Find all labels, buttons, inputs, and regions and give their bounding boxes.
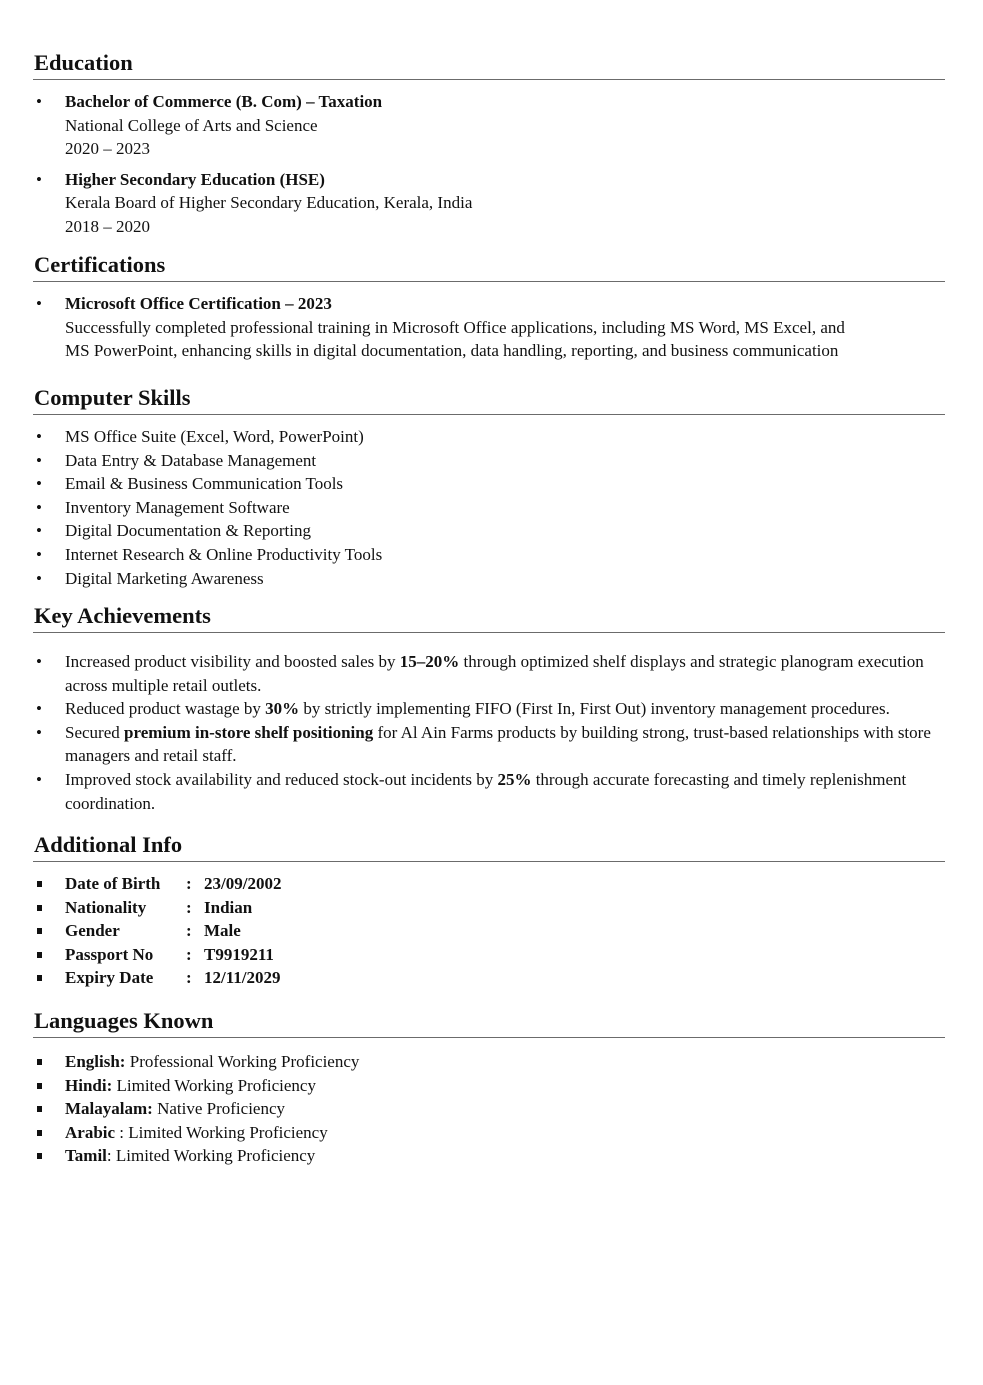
section-heading: Computer Skills: [34, 385, 191, 410]
skill-text: Digital Documentation & Reporting: [65, 521, 311, 541]
institution: National College of Arts and Science: [65, 115, 318, 135]
info-value: 12/11/2029: [204, 968, 281, 988]
info-value: Indian: [204, 897, 253, 917]
skill-text: Email & Business Communication Tools: [65, 474, 344, 494]
bullet-icon: •: [36, 652, 42, 671]
achievement-highlight: 30%: [265, 699, 300, 719]
education-item: [33, 90, 945, 161]
degree-title: Higher Secondary Education (HSE): [65, 169, 325, 189]
language-name: Malayalam:: [65, 1099, 153, 1119]
info-label: Nationality: [65, 897, 147, 917]
bullet-icon: •: [36, 699, 42, 719]
skill-item: [33, 472, 945, 496]
achievement-highlight: 15–20%: [399, 652, 460, 671]
language-name: Hindi:: [65, 1075, 113, 1095]
info-label: Expiry Date: [65, 968, 154, 988]
achievement-text: by strictly implementing FIFO (First In, First Out) inventory management procedures.: [299, 699, 890, 719]
bullet-icon: •: [36, 521, 42, 541]
skill-item: [33, 519, 945, 543]
language-level: : Limited Working Proficiency: [106, 1146, 316, 1166]
achievement-text: through accurate forecasting and timely replenishment coordination.: [65, 769, 907, 813]
language-level: : Limited Working Proficiency: [115, 1122, 328, 1142]
info-separator: :: [186, 921, 192, 941]
info-label: Passport No: [65, 944, 154, 964]
skill-item: [33, 496, 945, 520]
language-level: Professional Working Proficiency: [125, 1052, 360, 1071]
info-row: [33, 943, 945, 967]
bullet-icon: •: [36, 474, 42, 494]
degree-title: Bachelor of Commerce (B. Com) – Taxation: [65, 92, 383, 111]
info-label: Date of Birth: [65, 874, 161, 893]
education-section: [33, 49, 945, 239]
certification-title: Microsoft Office Certification – 2023: [65, 294, 332, 313]
section-heading: Key Achievements: [34, 603, 211, 628]
institution: Kerala Board of Higher Secondary Education, Kerala, India: [65, 193, 473, 213]
skill-text: Inventory Management Software: [65, 497, 290, 517]
language-item: [33, 1097, 945, 1121]
square-bullet-icon: [37, 905, 42, 911]
achievement-text: Secured: [65, 722, 125, 742]
square-bullet-icon: [37, 928, 42, 934]
info-separator: :: [186, 968, 192, 988]
info-value: 23/09/2002: [204, 874, 282, 893]
section-divider: [33, 861, 945, 862]
skill-text: Data Entry & Database Management: [65, 450, 317, 470]
language-item: [33, 1121, 945, 1145]
additional-info-section: [33, 831, 945, 990]
square-bullet-icon: [37, 1059, 42, 1065]
square-bullet-icon: [37, 1106, 42, 1112]
info-row: [33, 966, 945, 990]
achievement-text: Improved stock availability and reduced stock-out incidents by: [65, 769, 498, 789]
computer-skills-section: [33, 384, 945, 590]
bullet-icon: •: [36, 769, 42, 789]
achievements-section: [33, 602, 963, 815]
language-item: [33, 1144, 945, 1168]
achievement-text: Reduced product wastage by: [65, 699, 266, 719]
bullet-icon: •: [36, 497, 42, 517]
skill-item: [33, 567, 945, 591]
section-divider: [33, 281, 945, 282]
section-heading: Education: [34, 50, 133, 75]
info-label: Gender: [65, 921, 120, 941]
square-bullet-icon: [37, 881, 42, 887]
achievement-item: [33, 697, 963, 721]
section-heading: Additional Info: [34, 832, 183, 857]
skill-item: [33, 425, 945, 449]
certification-description: Successfully completed professional training in Microsoft Office applications, including MS Word, MS Excel, and: [65, 317, 845, 337]
language-item: [33, 1074, 945, 1098]
square-bullet-icon: [37, 1130, 42, 1136]
bullet-icon: •: [36, 568, 42, 588]
info-separator: :: [186, 897, 192, 917]
section-divider: [33, 632, 945, 633]
skill-text: Digital Marketing Awareness: [65, 568, 264, 588]
section-heading: Certifications: [34, 252, 166, 277]
skill-text: MS Office Suite (Excel, Word, PowerPoint): [65, 427, 364, 446]
certification-description: MS PowerPoint, enhancing skills in digital documentation, data handling, reporting, and business communication: [65, 341, 839, 361]
bullet-icon: •: [36, 722, 42, 742]
info-row: [33, 896, 945, 920]
info-row: [33, 872, 945, 896]
info-separator: :: [186, 944, 192, 964]
section-divider: [33, 1037, 945, 1038]
certification-item: [33, 292, 945, 363]
bullet-icon: •: [36, 294, 42, 313]
bullet-icon: •: [36, 544, 42, 564]
achievement-item: [33, 650, 963, 697]
bullet-icon: •: [36, 92, 42, 111]
bullet-icon: •: [36, 450, 42, 470]
education-item: [33, 168, 945, 239]
skill-item: [33, 449, 945, 473]
achievement-highlight: 25%: [497, 769, 532, 789]
language-name: Tamil: [65, 1146, 107, 1166]
years: 2020 – 2023: [65, 139, 150, 159]
bullet-icon: •: [36, 169, 42, 189]
achievement-text: through optimized shelf displays and strategic planogram execution across multiple retail outlets.: [65, 652, 924, 695]
section-divider: [33, 414, 945, 415]
certifications-section: [33, 251, 945, 363]
language-name: Arabic: [65, 1122, 116, 1142]
languages-section: [33, 1007, 945, 1168]
section-divider: [33, 79, 945, 80]
square-bullet-icon: [37, 1083, 42, 1089]
bullet-icon: •: [36, 427, 42, 446]
language-name: English:: [65, 1052, 126, 1071]
skill-text: Internet Research & Online Productivity Tools: [65, 544, 383, 564]
square-bullet-icon: [37, 952, 42, 958]
language-level: Limited Working Proficiency: [112, 1075, 316, 1095]
achievement-text: for Al Ain Farms products by building strong, trust-based relationships with store managers and retail staff.: [65, 722, 931, 766]
info-value: Male: [204, 921, 241, 941]
section-heading: Languages Known: [34, 1008, 214, 1033]
square-bullet-icon: [37, 975, 42, 981]
language-item: [33, 1050, 945, 1074]
info-value: T9919211: [204, 944, 274, 964]
achievement-text: Increased product visibility and boosted sales by: [65, 652, 400, 671]
info-separator: :: [186, 874, 192, 893]
info-row: [33, 919, 945, 943]
square-bullet-icon: [37, 1153, 42, 1159]
achievement-item: [33, 768, 963, 815]
language-level: Native Proficiency: [152, 1099, 286, 1119]
years: 2018 – 2020: [65, 216, 150, 236]
achievement-item: [33, 721, 963, 768]
skill-item: [33, 543, 945, 567]
achievement-highlight: premium in-store shelf positioning: [124, 722, 374, 742]
